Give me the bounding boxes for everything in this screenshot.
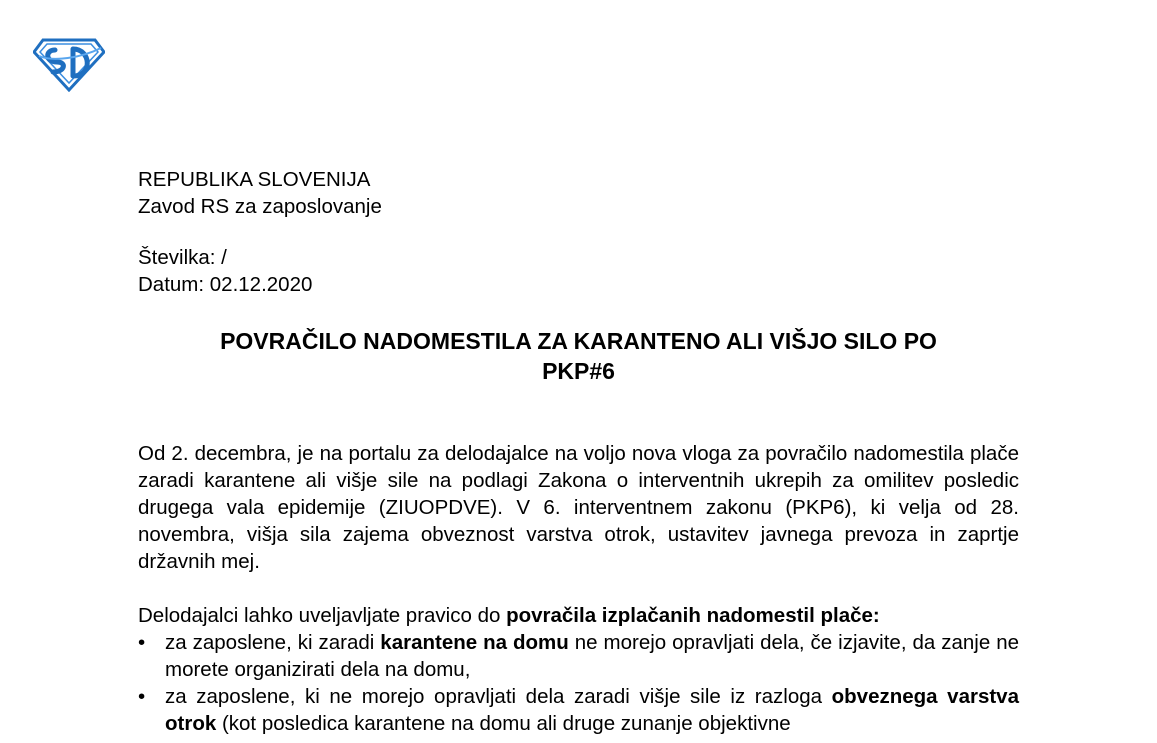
eligibility-bold: povračila izplačanih nadomestil plače:: [506, 604, 880, 627]
eligibility-paragraph: [138, 602, 1019, 629]
title-line-1: POVRAČILO NADOMESTILA ZA KARANTENO ALI VIŠJO SILO PO: [220, 328, 937, 354]
document-meta: [138, 244, 312, 298]
list-item-text: za zaposlene, ki zaradi: [165, 631, 381, 654]
list-item-text: ne morejo opravljati dela, če izjavite, da zanje ne morete organizirati dela na domu,: [165, 631, 1020, 681]
list-item: [138, 629, 1019, 683]
document-number: Številka: /: [138, 246, 227, 269]
eligibility-list: [138, 629, 1019, 737]
bullet-icon: •: [138, 685, 146, 708]
list-item-bold: obveznega varstva otrok: [165, 685, 1019, 735]
document-body: [138, 440, 1019, 737]
list-item-text: (kot posledica karantene na domu ali druge zunanje objektivne: [216, 712, 791, 735]
eligibility-prefix: Delodajalci lahko uveljavljate pravico do: [138, 604, 507, 627]
list-item: [138, 683, 1019, 737]
list-item-bold: karantene na domu: [380, 631, 569, 654]
bullet-icon: •: [138, 631, 146, 654]
zrsz-logo: [33, 36, 105, 92]
intro-paragraph: Od 2. decembra, je na portalu za delodajalce na voljo nova vloga za povračilo nadomestila plače zaradi karantene ali višje sile na podlagi Zakona o interventnih ukrepih za omilitev posledic drugega vala epidemije (ZIUOPDVE). V 6. interventnem zakonu (PKP6), ki velja od 28. novembra, višja sila zajema obveznost varstva otrok, ustavitev javnega prevoza in zaprtje državnih mej.: [138, 442, 1019, 573]
institution-header: [138, 166, 382, 220]
zrsz-logo-icon: [33, 36, 105, 92]
document-title: [138, 326, 1019, 386]
country-name: REPUBLIKA SLOVENIJA: [138, 168, 371, 191]
agency-name: Zavod RS za zaposlovanje: [138, 195, 382, 218]
title-line-2: PKP#6: [542, 358, 615, 384]
document-date: Datum: 02.12.2020: [138, 273, 313, 296]
list-item-text: za zaposlene, ki ne morejo opravljati dela zaradi višje sile iz razloga: [165, 685, 832, 708]
